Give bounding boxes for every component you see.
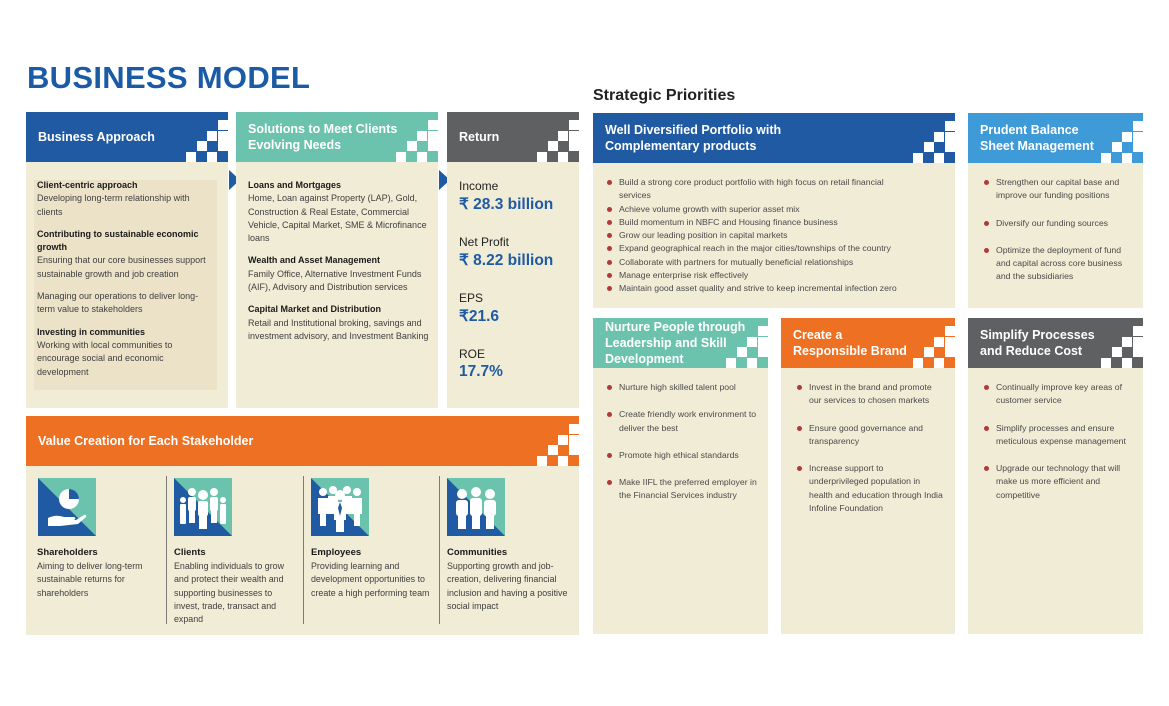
simplify-header xyxy=(968,318,1143,368)
checker-decoration xyxy=(537,424,579,466)
checker-square xyxy=(737,347,747,357)
strategic-priorities-title: Strategic Priorities xyxy=(593,87,736,104)
solution-item xyxy=(248,179,432,245)
checker-square xyxy=(407,141,417,151)
checker-square xyxy=(396,152,406,162)
checker-square xyxy=(945,347,955,357)
return-label: Income xyxy=(459,179,499,193)
people-header-line2: Leadership and Skill xyxy=(605,336,727,350)
return-item xyxy=(459,291,577,326)
checker-square xyxy=(1133,121,1143,131)
list-item: Promote high ethical standards xyxy=(605,449,760,462)
brand-header xyxy=(781,318,955,368)
checker-square xyxy=(1122,132,1132,142)
checker-square xyxy=(558,435,568,445)
portfolio-list xyxy=(605,176,905,296)
list-item: Achieve volume growth with superior asset mix xyxy=(605,203,905,216)
checker-square xyxy=(945,337,955,347)
return-header xyxy=(447,112,579,162)
solutions-header-line2: Evolving Needs xyxy=(248,138,342,152)
people-header-line1: Nurture People through xyxy=(605,320,746,334)
solutions-header-line1: Solutions to Meet Clients xyxy=(248,122,398,136)
stakeholder-text: Enabling individuals to grow and protect their wealth and supporting businesses to invest, trade, transact and expand xyxy=(174,561,285,625)
return-value: ₹ 8.22 billion xyxy=(459,252,554,269)
checker-square xyxy=(945,121,955,131)
return-item xyxy=(459,347,577,381)
value-creation-header xyxy=(26,416,579,466)
approach-item-text: Managing our operations to deliver long-term value to stakeholders xyxy=(37,291,199,315)
simplify-panel xyxy=(968,318,1143,634)
value-creation-header-text: Value Creation for Each Stakeholder xyxy=(38,434,254,448)
checker-square xyxy=(218,141,228,151)
approach-item-text: Developing long-term relationship with clients xyxy=(37,193,190,217)
stakeholder-text: Aiming to deliver long-term sustainable returns for shareholders xyxy=(37,561,143,598)
balance-sheet-list xyxy=(982,176,1132,284)
checker-square xyxy=(537,456,547,466)
checker-square xyxy=(924,347,934,357)
checker-square xyxy=(934,132,944,142)
checker-square xyxy=(558,456,568,466)
approach-item-text: Working with local communities to encourage social and economic development xyxy=(37,339,173,377)
checker-square xyxy=(1101,358,1111,368)
checker-square xyxy=(726,358,736,368)
checker-square xyxy=(1112,142,1122,152)
stakeholder-title: Employees xyxy=(311,547,362,558)
return-label: EPS xyxy=(459,291,484,305)
return-label: ROE xyxy=(459,347,486,361)
people-list xyxy=(605,381,760,503)
approach-item xyxy=(37,228,215,281)
stakeholder-title: Shareholders xyxy=(37,547,98,558)
checker-decoration xyxy=(186,120,228,162)
return-value: ₹21.6 xyxy=(459,308,500,325)
list-item: Increase support to underprivileged population in health and education through India Infoline Foundation xyxy=(795,462,945,515)
list-item: Continually improve key areas of customer service xyxy=(982,381,1132,408)
solution-item xyxy=(248,254,432,294)
divider xyxy=(439,476,440,624)
checker-square xyxy=(548,445,558,455)
approach-item-text: Ensuring that our core businesses support sustainable growth and job creation xyxy=(37,255,206,279)
checker-decoration xyxy=(726,326,768,368)
simplify-header-line1: Simplify Processes xyxy=(980,328,1095,342)
solution-item-title: Wealth and Asset Management xyxy=(248,255,381,266)
portfolio-header xyxy=(593,113,955,163)
return-panel xyxy=(447,112,579,408)
checker-square xyxy=(569,120,579,130)
checker-square xyxy=(1101,153,1111,163)
checker-square xyxy=(1133,132,1143,142)
approach-item xyxy=(37,179,215,219)
checker-square xyxy=(1122,337,1132,347)
page-title: BUSINESS MODEL xyxy=(27,60,311,95)
stakeholder-title: Clients xyxy=(174,547,206,558)
checker-square xyxy=(758,326,768,336)
solutions-content xyxy=(248,179,432,352)
approach-item-title: Investing in communities xyxy=(37,326,146,337)
checker-square xyxy=(558,131,568,141)
solution-item-text: Retail and Institutional broking, savings and investment advisory, and Investment Banking xyxy=(248,317,429,341)
stakeholder-text: Providing learning and development opportunities to create a high performing team xyxy=(311,561,430,598)
stakeholder-text: Supporting growth and job-creation, delivering financial inclusion and having a positive social impact xyxy=(447,561,568,611)
business-approach-header-text: Business Approach xyxy=(38,130,155,144)
list-item: Strengthen our capital base and improve our funding positions xyxy=(982,176,1132,203)
return-value: ₹ 28.3 billion xyxy=(459,196,554,213)
approach-item xyxy=(37,290,215,317)
solution-item-title: Loans and Mortgages xyxy=(248,180,342,190)
employees-icon xyxy=(311,478,369,536)
divider xyxy=(166,476,167,624)
community-icon xyxy=(447,478,505,536)
business-approach-content xyxy=(37,179,215,388)
return-label: Net Profit xyxy=(459,235,510,249)
list-item: Maintain good asset quality and strive to keep incremental infection zero xyxy=(605,282,905,295)
list-item: Upgrade our technology that will make us more efficient and competitive xyxy=(982,462,1132,502)
people-header xyxy=(593,318,768,368)
checker-square xyxy=(934,153,944,163)
simplify-header-line2: and Reduce Cost xyxy=(980,344,1083,358)
portfolio-header-line2: Complementary products xyxy=(605,139,757,153)
list-item: Manage enterprise risk effectively xyxy=(605,269,905,282)
checker-square xyxy=(569,445,579,455)
hand-pie-chart-icon xyxy=(38,478,96,536)
checker-square xyxy=(428,141,438,151)
list-item: Make IIFL the preferred employer in the Financial Services industry xyxy=(605,476,760,503)
checker-square xyxy=(934,358,944,368)
checker-square xyxy=(913,153,923,163)
checker-square xyxy=(548,141,558,151)
business-approach-header xyxy=(26,112,228,162)
list-item: Ensure good governance and transparency xyxy=(795,422,945,449)
checker-square xyxy=(758,347,768,357)
return-value: 17.7% xyxy=(459,363,503,380)
checker-square xyxy=(945,132,955,142)
portfolio-panel xyxy=(593,113,955,308)
return-item xyxy=(459,179,577,214)
value-creation-panel xyxy=(26,416,579,635)
simplify-list xyxy=(982,381,1132,502)
portfolio-header-line1: Well Diversified Portfolio with xyxy=(605,123,782,137)
solution-item-text: Home, Loan against Property (LAP), Gold, Construction & Real Estate, Commercial Vehicle, Capital Market, SME & Microfinance loans xyxy=(248,193,427,244)
list-item: Diversify our funding sources xyxy=(982,217,1132,230)
checker-square xyxy=(747,337,757,347)
checker-decoration xyxy=(537,120,579,162)
list-item: Build momentum in NBFC and Housing finance business xyxy=(605,216,905,229)
checker-square xyxy=(924,142,934,152)
checker-square xyxy=(218,131,228,141)
checker-square xyxy=(558,152,568,162)
checker-square xyxy=(934,337,944,347)
business-approach-panel xyxy=(26,112,228,408)
checker-decoration xyxy=(913,121,955,163)
checker-square xyxy=(747,358,757,368)
checker-square xyxy=(1133,337,1143,347)
list-item: Simplify processes and ensure meticulous expense management xyxy=(982,422,1132,449)
checker-decoration xyxy=(1101,121,1143,163)
list-item: Expand geographical reach in the major cities/townships of the country xyxy=(605,242,905,255)
checker-square xyxy=(945,326,955,336)
checker-square xyxy=(1122,358,1132,368)
list-item: Collaborate with partners for mutually beneficial relationships xyxy=(605,256,905,269)
solutions-panel xyxy=(236,112,438,408)
checker-square xyxy=(417,152,427,162)
solution-item xyxy=(248,303,432,343)
checker-square xyxy=(1122,153,1132,163)
checker-square xyxy=(428,131,438,141)
balance-sheet-header-line1: Prudent Balance xyxy=(980,123,1079,137)
solutions-header xyxy=(236,112,438,162)
checker-square xyxy=(1133,326,1143,336)
checker-square xyxy=(945,142,955,152)
checker-square xyxy=(537,152,547,162)
solution-item-text: Family Office, Alternative Investment Funds (AIF), Advisory and Distribution services xyxy=(248,268,422,293)
list-item: Grow our leading position in capital markets xyxy=(605,229,905,242)
brand-header-line1: Create a xyxy=(793,328,843,342)
checker-square xyxy=(207,131,217,141)
people-header-line3: Development xyxy=(605,352,684,366)
checker-decoration xyxy=(1101,326,1143,368)
brand-panel xyxy=(781,318,955,634)
divider xyxy=(303,476,304,624)
approach-item xyxy=(37,326,215,379)
return-item xyxy=(459,235,577,270)
balance-sheet-panel xyxy=(968,113,1143,308)
checker-square xyxy=(569,424,579,434)
checker-square xyxy=(428,120,438,130)
list-item: Optimize the deployment of fund and capital across core business and the subsidiaries xyxy=(982,244,1132,284)
checker-square xyxy=(569,131,579,141)
balance-sheet-header-line2: Sheet Management xyxy=(980,139,1094,153)
approach-item-title: Client-centric approach xyxy=(37,180,138,190)
checker-square xyxy=(758,337,768,347)
balance-sheet-header xyxy=(968,113,1143,163)
checker-decoration xyxy=(396,120,438,162)
approach-item-title: Contributing to sustainable economic growth xyxy=(37,228,199,253)
list-item: Nurture high skilled talent pool xyxy=(605,381,760,394)
people-panel xyxy=(593,318,768,634)
checker-decoration xyxy=(913,326,955,368)
checker-square xyxy=(1112,347,1122,357)
checker-square xyxy=(913,358,923,368)
people-group-icon xyxy=(174,478,232,536)
solution-item-title: Capital Market and Distribution xyxy=(248,304,382,315)
list-item: Invest in the brand and promote our services to chosen markets xyxy=(795,381,945,408)
checker-square xyxy=(1133,142,1143,152)
checker-square xyxy=(1133,347,1143,357)
checker-square xyxy=(569,435,579,445)
checker-square xyxy=(417,131,427,141)
checker-square xyxy=(197,141,207,151)
return-header-text: Return xyxy=(459,130,500,144)
return-content xyxy=(459,179,577,381)
stakeholder-title: Communities xyxy=(447,547,508,558)
checker-square xyxy=(207,152,217,162)
checker-square xyxy=(218,120,228,130)
list-item: Build a strong core product portfolio with high focus on retail financial services xyxy=(605,176,905,203)
checker-square xyxy=(569,141,579,151)
brand-list xyxy=(795,381,945,515)
brand-header-line2: Responsible Brand xyxy=(793,344,907,358)
list-item: Create friendly work environment to deliver the best xyxy=(605,408,760,435)
checker-square xyxy=(186,152,196,162)
